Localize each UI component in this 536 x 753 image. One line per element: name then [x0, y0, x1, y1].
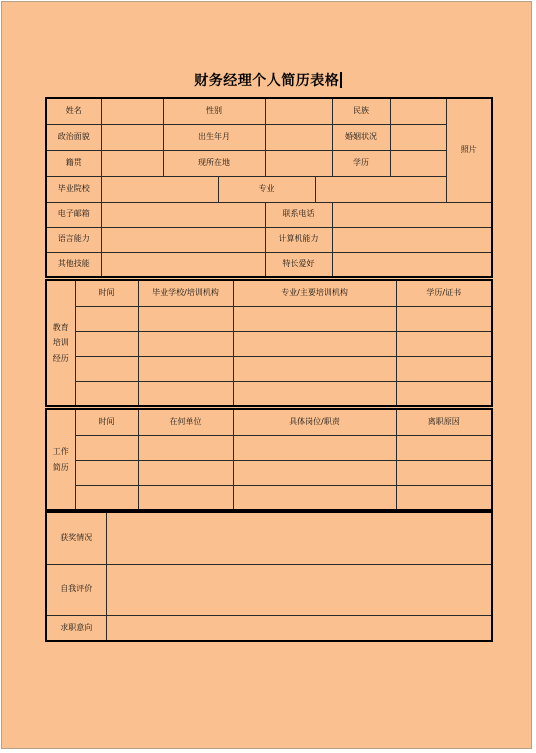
text-cursor	[340, 72, 342, 88]
edu-cell[interactable]	[396, 381, 492, 406]
work-section-label	[46, 409, 75, 510]
edu-header-time: 时间	[75, 280, 138, 306]
native-place-label: 籍贯	[46, 150, 101, 176]
edu-cell[interactable]	[233, 381, 396, 406]
edu-header-degree: 学历/证书	[396, 280, 492, 306]
name-label: 姓名	[46, 98, 101, 124]
work-cell[interactable]	[396, 485, 492, 510]
school-label: 毕业院校	[46, 176, 101, 202]
work-header-leave-reason: 离职原因	[396, 409, 492, 435]
other-skills-label: 其他技能	[46, 252, 101, 277]
table-row	[46, 331, 492, 356]
work-cell[interactable]	[138, 460, 233, 485]
education-table	[45, 279, 493, 407]
table-row	[46, 356, 492, 381]
table-row	[46, 435, 492, 460]
self-evaluation-value[interactable]	[106, 564, 492, 615]
email-value[interactable]	[101, 202, 265, 227]
name-value[interactable]	[101, 98, 163, 124]
table-row	[46, 306, 492, 331]
work-section-line-1: 工作	[52, 447, 69, 457]
ethnicity-label: 民族	[332, 98, 390, 124]
education-section-line-2: 培训	[52, 338, 69, 348]
language-value[interactable]	[101, 227, 265, 252]
major-value[interactable]	[315, 176, 446, 202]
self-evaluation-label: 自我评价	[46, 564, 106, 615]
photo-cell[interactable]: 照片	[446, 98, 492, 202]
residence-label: 现所在地	[163, 150, 265, 176]
work-header-duties: 具体岗位/职责	[233, 409, 396, 435]
work-table	[45, 408, 493, 511]
edu-cell[interactable]	[75, 381, 138, 406]
edu-cell[interactable]	[396, 306, 492, 331]
edu-cell[interactable]	[75, 331, 138, 356]
education-section-line-1: 教育	[52, 323, 69, 333]
edu-cell[interactable]	[138, 381, 233, 406]
education-level-value[interactable]	[390, 150, 446, 176]
language-label: 语言能力	[46, 227, 101, 252]
edu-cell[interactable]	[138, 356, 233, 381]
hobbies-value[interactable]	[332, 252, 492, 277]
work-cell[interactable]	[396, 460, 492, 485]
awards-value[interactable]	[106, 512, 492, 564]
work-header-time: 时间	[75, 409, 138, 435]
job-intention-label: 求职意向	[46, 615, 106, 641]
work-header-company: 在何单位	[138, 409, 233, 435]
edu-cell[interactable]	[75, 356, 138, 381]
marital-status-label: 婚姻状况	[332, 124, 390, 150]
edu-cell[interactable]	[396, 331, 492, 356]
table-row	[46, 460, 492, 485]
education-section-label	[46, 280, 75, 406]
awards-label: 获奖情况	[46, 512, 106, 564]
work-cell[interactable]	[138, 435, 233, 460]
work-cell[interactable]	[233, 435, 396, 460]
work-cell[interactable]	[75, 460, 138, 485]
title-text: 财务经理个人简历表格	[194, 73, 340, 89]
work-cell[interactable]	[233, 485, 396, 510]
major-label: 专业	[218, 176, 315, 202]
education-section-line-3: 经历	[52, 353, 69, 363]
work-cell[interactable]	[138, 485, 233, 510]
edu-cell[interactable]	[75, 306, 138, 331]
phone-value[interactable]	[332, 202, 492, 227]
other-skills-value[interactable]	[101, 252, 265, 277]
computer-skill-value[interactable]	[332, 227, 492, 252]
phone-label: 联系电话	[265, 202, 332, 227]
email-label: 电子邮箱	[46, 202, 101, 227]
edu-cell[interactable]	[233, 306, 396, 331]
hobbies-label: 特长爱好	[265, 252, 332, 277]
work-cell[interactable]	[75, 435, 138, 460]
personal-info-table	[45, 97, 493, 278]
edu-cell[interactable]	[396, 356, 492, 381]
birth-date-label: 出生年月	[163, 124, 265, 150]
summary-table	[45, 511, 493, 642]
table-row	[46, 485, 492, 510]
edu-cell[interactable]	[138, 331, 233, 356]
computer-skill-label: 计算机能力	[265, 227, 332, 252]
table-row	[46, 381, 492, 406]
residence-value[interactable]	[265, 150, 332, 176]
edu-cell[interactable]	[138, 306, 233, 331]
edu-header-major: 专业/主要培训机构	[233, 280, 396, 306]
document-title	[0, 70, 536, 90]
political-status-label: 政治面貌	[46, 124, 101, 150]
work-section-line-2: 简历	[52, 462, 69, 472]
edu-cell[interactable]	[233, 356, 396, 381]
ethnicity-value[interactable]	[390, 98, 446, 124]
gender-value[interactable]	[265, 98, 332, 124]
native-place-value[interactable]	[101, 150, 163, 176]
work-cell[interactable]	[396, 435, 492, 460]
work-cell[interactable]	[233, 460, 396, 485]
political-status-value[interactable]	[101, 124, 163, 150]
job-intention-value[interactable]	[106, 615, 492, 641]
edu-cell[interactable]	[233, 331, 396, 356]
edu-header-school: 毕业学校/培训机构	[138, 280, 233, 306]
school-value[interactable]	[101, 176, 218, 202]
education-level-label: 学历	[332, 150, 390, 176]
work-cell[interactable]	[75, 485, 138, 510]
marital-status-value[interactable]	[390, 124, 446, 150]
gender-label: 性别	[163, 98, 265, 124]
birth-date-value[interactable]	[265, 124, 332, 150]
